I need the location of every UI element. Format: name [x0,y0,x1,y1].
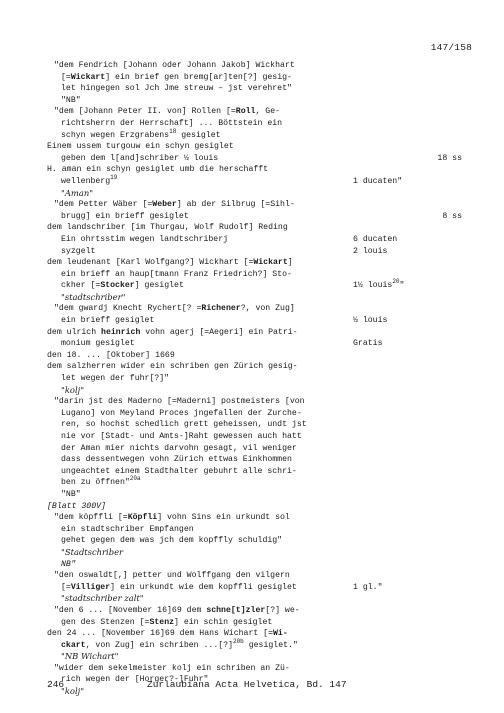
surname: Stocker [100,281,135,291]
text-line [47,489,462,501]
footnote-ref: 20 [392,278,400,286]
line-text: , Ge- [255,107,281,117]
text-line [47,419,462,431]
marginal-note: "stadtschriber zalt" [61,593,144,604]
text-line [47,106,462,118]
text-line [47,83,462,95]
marginal-note: "kolj" [61,686,85,697]
amount-text: 1 ducaten" [353,176,403,186]
line-text: let hingegen sol Jch Jme streuw – jst verehret" [61,84,292,94]
text-line [47,501,462,513]
text-line [47,570,462,582]
amount [353,280,404,292]
footnote-ref: 20a [129,475,141,483]
amount [353,234,397,246]
surname: Wickart [70,72,106,82]
marginal-note: "kolj" [61,384,85,395]
text-line [47,477,462,489]
line-text: ] ein brief gen bremg[ar]ten[?] gesig- [105,72,292,82]
line-text: dass dessentwegen vohn Zürich ettwas Einkhommen [61,455,292,465]
text-line [47,605,462,617]
surname: Köpfli [127,513,158,523]
marginal-note: "NB Wichart" [61,651,119,662]
amount-text: 18 ss [437,153,462,163]
surname: Roll [235,107,256,117]
text-line [47,408,462,420]
marginal-note: "stadtschriber" [61,291,126,302]
text-line [47,361,462,373]
line-text: "dem Fendrich [Johann oder Johann Jakob] Wickhart [54,61,295,70]
text-line [47,72,462,84]
amount-text: 1 gl." [353,582,383,592]
surname: ckart [61,640,86,650]
text-line [47,338,462,350]
line-text: H. aman ein schyn gesiglet umb die herschafft [47,165,269,175]
line-text: dem salzherren wider ein schriben gen Zürich gesig- [47,362,298,372]
text-line [47,582,462,594]
line-text: den 24 ... [November 16]69 dem Hans Wichart [= [47,629,274,639]
text-line [47,303,462,315]
surname: Wi- [273,629,288,639]
text-line [47,315,462,327]
line-text: "dem köpffli [= [54,513,128,523]
text-line [47,617,462,629]
line-text: "dem [Johann Peter II. von] Rollen [= [54,107,236,117]
amount-text: Gratis [353,339,383,349]
document-body [47,60,462,698]
text-line [47,173,462,188]
amount [353,246,387,258]
line-text: "wider dem sekelmeister kolj ein schriben an Zü- [54,663,290,673]
text-line [47,153,462,165]
text-line [47,246,462,258]
text-line [47,512,462,524]
line-text: dem landschriber [im Thurgau, Wolf Rudolf] Reding [47,223,288,233]
line-text: vohn agerj [=Aegeri] ein Patri- [140,327,298,337]
text-line [47,466,462,478]
footnote-ref: 18 [169,127,177,135]
text-line [47,292,462,304]
line-text: Lugano] von Meyland Proces jngefallen der Zurche- [61,408,302,418]
line-text: gehet gegen dem was jch dem kopffly schuldig" [61,536,283,546]
line-text: gesiglet." [243,640,298,650]
text-line [47,547,462,559]
line-text: let wegen der fuhr[?]" [61,374,170,384]
line-text: [?] we- [265,605,300,615]
text-line [47,535,462,547]
text-line [47,127,462,142]
text-line [47,234,462,246]
line-text: "dem gwardj Knecht Rychert[? = [54,304,202,314]
line-text: geben dem l[and]schriber ½ louis [61,153,219,163]
line-text: ] ab der Silbrug [=Sihl- [176,200,295,210]
line-text: gesiglet [176,130,221,140]
amount [437,153,462,165]
text-line [47,199,462,211]
text-line [47,628,462,640]
surname: schne[t]zler [206,605,266,615]
text-line [47,396,462,408]
amount-text: 6 ducaten [353,234,398,244]
surname: Villiger [70,582,111,592]
text-line [47,559,462,571]
footnote-ref: 20b [232,637,244,645]
text-line [47,373,462,385]
line-text: dem ulrich [47,327,102,337]
line-text: Ein ohrtsstim wegen landtschriberj [61,234,229,244]
line-text: "den oswaldt[,] petter und Wolffgang den vilgern [54,571,290,581]
line-text: , von Zug] ein schriben ...[?] [85,640,233,650]
text-line [47,663,462,675]
line-text: ren, so hochst schedlich grett geheissen, undt jst [61,420,307,430]
line-text: ein stadtschriber Empfangen [61,524,194,534]
line-text: [= [61,72,71,82]
line-text: ] ein schin gesiglet [174,617,273,627]
line-text: [Blatt 300V] [47,501,106,511]
text-line [47,593,462,605]
text-line [47,211,462,223]
amount-text: 1½ louis [353,281,393,291]
line-text: nie vor [Stadt- und Amts-]Raht gewessen auch hatt [61,432,302,441]
line-text: ckher [= [61,281,101,291]
line-text: dem leudenant [Karl Wolfgang?] Wickhart [= [47,258,254,268]
line-text: ungeachtet einem Stadthalter gebuhrt alle schri- [61,466,297,476]
line-text: ] [287,258,293,268]
line-text: syzgelt [61,246,96,256]
line-text: richtsherrn der Herrschaft] ... Böttstein ein [61,118,283,128]
text-line [47,327,462,339]
amount-tail: " [399,281,405,291]
text-line [47,141,462,153]
marginal-note: "Stadtschriber [61,546,124,557]
line-text: ] gesiglet [134,281,184,291]
surname: Stenz [149,617,175,627]
marginal-note: "Aman" [61,187,94,198]
surname: Richener [201,304,241,314]
line-text: der Aman mier nichts darvohn gesagt, vil weniger [61,443,297,453]
text-line [47,443,462,455]
amount [353,338,382,350]
text-line [47,257,462,269]
line-text: [= [61,582,71,592]
line-text: ?, von Zug] [240,304,295,314]
text-line [47,280,462,292]
text-line [47,118,462,130]
line-text: schyn wegen Erzgrabens [61,130,170,140]
line-text: ] ein urkundt wie dem kopffli gesiglet [110,582,297,592]
text-line [47,60,462,72]
line-text: ein brieff gesiglet [61,316,155,326]
line-text: rich wegen der [Horger?-]Fuhr" [61,675,209,685]
line-text: ] vohn Sins ein urkundt sol [157,513,290,523]
line-text: "den 6 ... [November 16]69 dem [54,605,207,615]
line-text: "NB" [61,489,81,499]
line-text: Einem ussem turgouw ein schyn gesiglet [47,142,234,152]
line-text: ben zu öffnen" [61,478,130,488]
text-line [47,651,462,663]
line-text: gen des Stenzen [= [61,617,150,627]
surname: Weber [152,200,177,210]
line-text: "darin jst des Maderno [=Maderni] postmeisters [von [54,397,305,407]
text-line [47,222,462,234]
line-text: NB" [61,559,76,569]
line-text: monium gesiglet [61,339,135,349]
text-line [47,188,462,200]
line-text: brugg] ein brieff gesiglet [61,211,189,221]
amount [442,211,462,223]
line-text: wellenberg [61,176,111,186]
text-line [47,524,462,536]
footnote-ref: 19 [110,173,118,181]
amount-text: 8 ss [442,211,462,221]
line-text: den 18. ... [Oktober] 1669 [47,350,175,360]
amount [353,582,382,594]
amount-text: ½ louis [353,316,388,326]
amount-text: 2 louis [353,246,388,256]
amount [353,176,402,188]
text-line [47,350,462,362]
footer-journal-title: Zurlaubiana Acta Helvetica, Bd. 147 [147,679,347,690]
amount [353,315,387,327]
text-line [47,637,462,652]
line-text: "NB" [61,95,81,105]
text-line [47,431,462,443]
text-line [47,95,462,107]
text-line [47,454,462,466]
page-range: 147/158 [430,42,472,53]
surname: heinrich [101,327,141,337]
line-text: "dem Petter Wäber [= [54,200,153,210]
line-text: ein brieff an haup[tmann Franz Friedrich?] Sto- [61,269,292,279]
footer-page-number: 246 [47,679,65,690]
surname: Wickart [253,258,288,268]
text-line [47,385,462,397]
